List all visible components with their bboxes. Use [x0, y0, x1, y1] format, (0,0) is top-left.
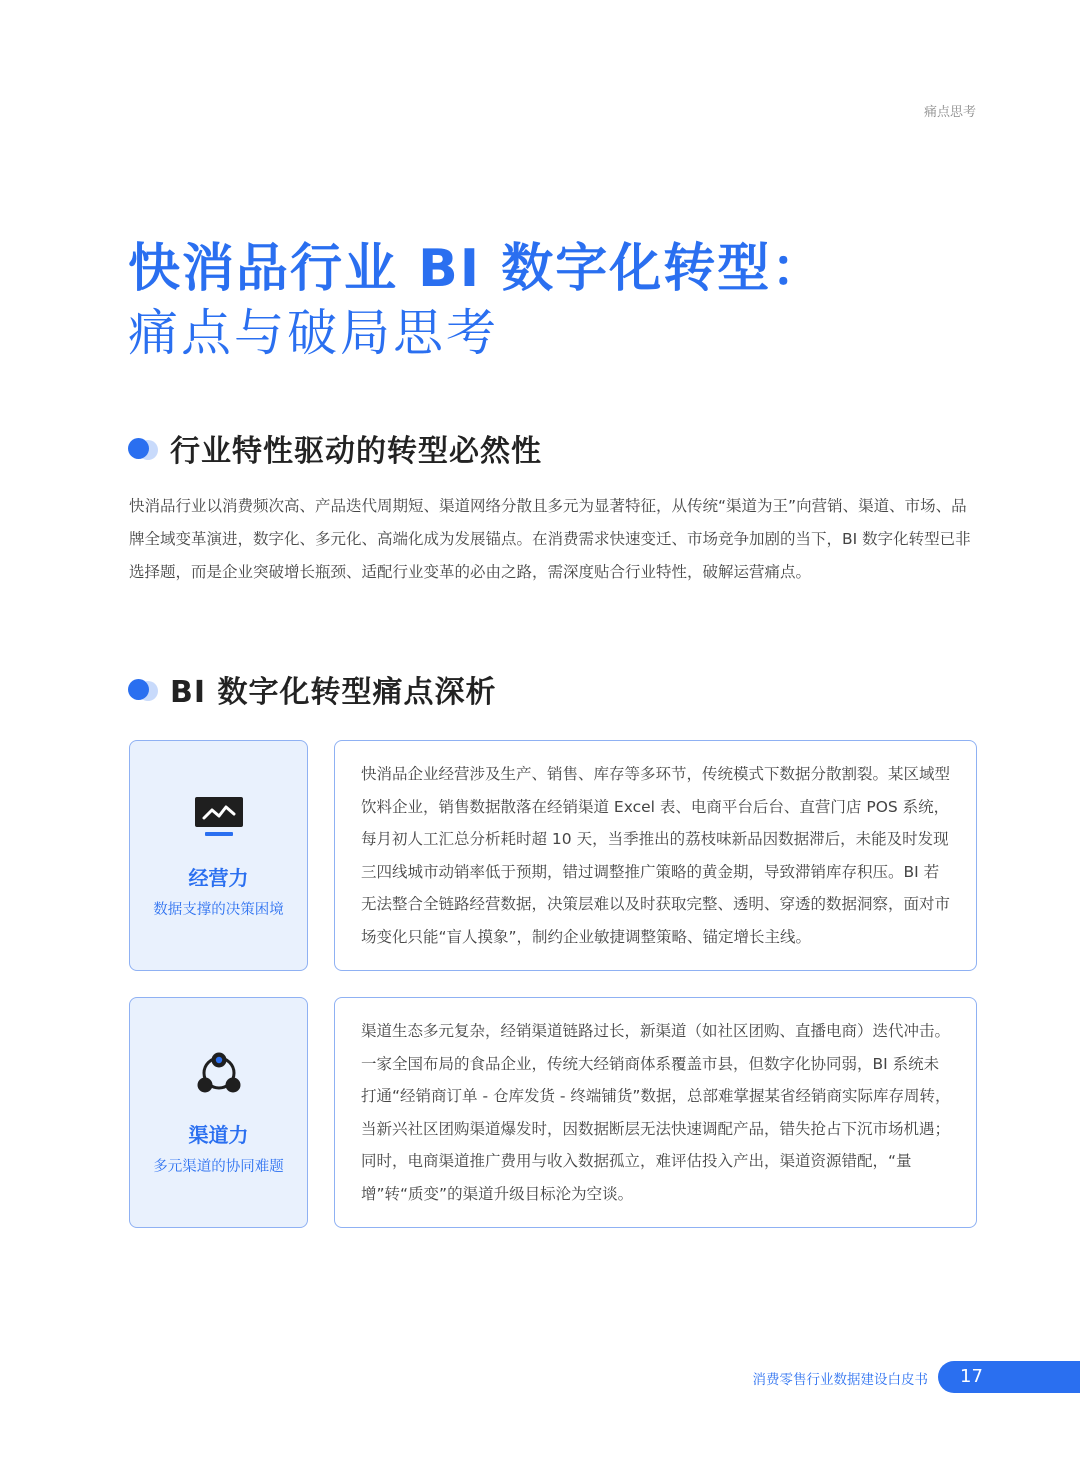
card-description: 快消品企业经营涉及生产、销售、库存等多环节，传统模式下数据分散割裂。某区域型饮料企业，销售数据散落在经销渠道 Excel 表、电商平台后台、直营门店 POS 系统，每月初人工汇总分析耗时超 10 天，当季推出的荔枝味新品因数据滞后，未能及时发现三四线城市动销率低于预期，错过调整推广策略的黄金期，导致滞销库存积压。BI 若无法整合全链路经营数据，决策层难以及时获取完整、透明、穿透的数据洞察，面对市场变化只能“盲人摸象”，制约企业敏捷调整策略、锚定增长主线。	[361, 765, 951, 946]
section-tag: 痛点思考	[923, 105, 976, 120]
footer-doc-title: 消费零售行业数据建设白皮书	[752, 1372, 928, 1388]
network-nodes-icon	[196, 1052, 242, 1100]
bullet-dot-icon	[128, 437, 160, 459]
card-subtitle: 多元渠道的协同难题	[153, 1159, 284, 1175]
page-subtitle: 痛点与破局思考	[128, 304, 499, 362]
card-subtitle: 数据支撑的决策困境	[153, 902, 284, 918]
section-heading-2-text: BI 数字化转型痛点深析	[170, 675, 497, 710]
bullet-dot-icon	[128, 678, 160, 700]
section-heading-1-text: 行业特性驱动的转型必然性	[170, 434, 542, 469]
section-heading-1	[128, 426, 542, 470]
intro-paragraph: 快消品行业以消费频次高、产品迭代周期短、渠道网络分散且多元为显著特征，从传统“渠道为王”向营销、渠道、市场、品牌全域变革演进，数字化、多元化、高端化成为发展锚点。在消费需求快速变迁、市场竞争加剧的当下，BI 数字化转型已非选择题，而是企业突破增长瓶颈、适配行业变革的必由之路，需深度贴合行业特性，破解运营痛点。	[129, 497, 971, 581]
monitor-chart-icon	[195, 797, 243, 843]
pain-point-detail-operations	[334, 740, 977, 971]
card-title: 渠道力	[188, 1123, 249, 1147]
card-title: 经营力	[188, 866, 249, 890]
section-heading-2	[128, 667, 496, 711]
page-number: 17	[960, 1366, 983, 1387]
pain-point-card-channel	[129, 997, 308, 1228]
card-description: 渠道生态多元复杂，经销渠道链路过长，新渠道（如社区团购、直播电商）迭代冲击。一家全国布局的食品企业，传统大经销商体系覆盖市县，但数字化协同弱，BI 系统未打通“经销商订单 - 仓库发货 - 终端铺货”数据，总部难掌握某省经销商实际库存周转，当新兴社区团购渠道爆发时，因数据断层无法快速调配产品，错失抢占下沉市场机遇；同时，电商渠道推广费用与收入数据孤立，难评估投入产出，渠道资源错配，“量增”转“质变”的渠道升级目标沦为空谈。	[361, 1022, 951, 1203]
pain-point-detail-channel	[334, 997, 977, 1228]
pain-point-card-operations	[129, 740, 308, 971]
page-title: 快消品行业 BI 数字化转型：	[128, 239, 826, 299]
page-number-badge	[938, 1361, 1080, 1393]
